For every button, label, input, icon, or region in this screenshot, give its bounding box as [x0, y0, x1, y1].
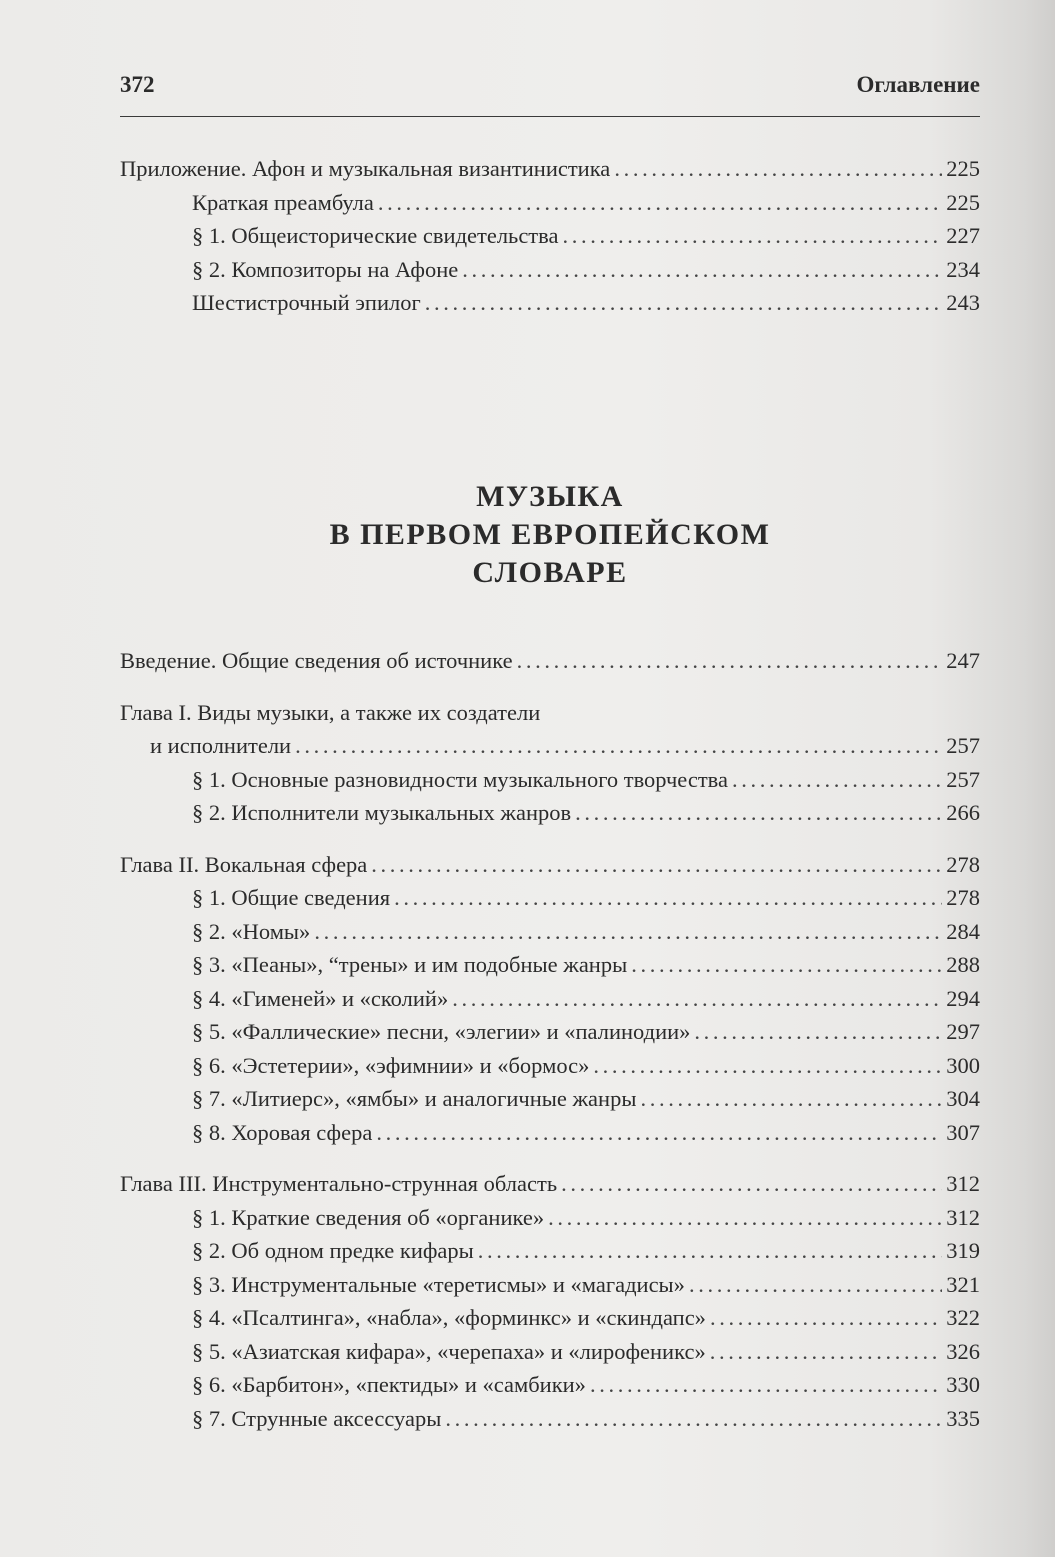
- dot-leader: [694, 1015, 942, 1049]
- page-header: [120, 72, 980, 108]
- dot-leader: [732, 763, 942, 797]
- toc-entry[interactable]: § 8. Хоровая сфера . . . 307: [120, 1116, 980, 1150]
- dot-leader: [376, 1116, 942, 1150]
- dot-leader: [517, 644, 943, 678]
- dot-leader: [378, 186, 942, 220]
- dot-leader: [710, 1335, 943, 1369]
- toc-entry[interactable]: § 4. «Псалтинга», «набла», «форминкс» и «скиндапс» . . . 322: [120, 1301, 980, 1335]
- toc-entry[interactable]: § 2. Исполнители музыкальных жанров . . . 266: [120, 796, 980, 830]
- toc-entry[interactable]: § 3. Инструментальные «теретисмы» и «магадисы» . . . 321: [120, 1268, 980, 1302]
- dot-leader: [394, 881, 942, 915]
- toc-entry[interactable]: § 3. «Пеаны», “трены» и им подобные жанры . . . 288: [120, 948, 980, 982]
- toc-entry[interactable]: § 5. «Фаллические» песни, «элегии» и «палинодии» . . . 297: [120, 1015, 980, 1049]
- toc-entry[interactable]: § 2. Композиторы на Афоне . . . 234: [120, 253, 980, 287]
- appendix-toc: [120, 152, 980, 320]
- toc-entry[interactable]: § 1. Общие сведения . . . 278: [120, 881, 980, 915]
- dot-leader: [593, 1049, 942, 1083]
- toc-entry[interactable]: § 2. «Номы» . . . 284: [120, 915, 980, 949]
- toc-entry[interactable]: § 7. «Литиерс», «ямбы» и аналогичные жанры . . . 304: [120, 1082, 980, 1116]
- toc-entry[interactable]: § 1. Основные разновидности музыкального творчества . . . 257: [120, 763, 980, 797]
- main-toc: [120, 644, 980, 1435]
- header-rule: [120, 116, 980, 117]
- toc-entry[interactable]: Краткая преамбула . . . 225: [120, 186, 980, 220]
- toc-entry[interactable]: § 1. Общеисторические свидетельства . . . 227: [120, 219, 980, 253]
- toc-entry[interactable]: § 5. «Азиатская кифара», «черепаха» и «лирофеникс» . . . 326: [120, 1335, 980, 1369]
- toc-entry-intro[interactable]: Введение. Общие сведения об источнике . . . 247: [120, 644, 980, 678]
- dot-leader: [548, 1201, 942, 1235]
- running-title: Оглавление: [856, 72, 980, 97]
- dot-leader: [614, 152, 942, 186]
- dot-leader: [689, 1268, 942, 1302]
- dot-leader: [445, 1402, 942, 1436]
- toc-entry[interactable]: § 2. Об одном предке кифары . . . 319: [120, 1234, 980, 1268]
- toc-entry-chapter[interactable]: Глава II. Вокальная сфера . . . 278: [120, 848, 980, 882]
- toc-entry[interactable]: § 7. Струнные аксессуары . . . 335: [120, 1402, 980, 1436]
- dot-leader: [371, 848, 942, 882]
- dot-leader: [561, 1167, 942, 1201]
- dot-leader: [710, 1301, 942, 1335]
- dot-leader: [640, 1082, 942, 1116]
- dot-leader: [425, 286, 943, 320]
- toc-entry[interactable]: § 1. Краткие сведения об «органике» . . . 312: [120, 1201, 980, 1235]
- dot-leader: [452, 982, 942, 1016]
- dot-leader: [590, 1368, 942, 1402]
- toc-entry[interactable]: § 4. «Гименей» и «сколий» . . . 294: [120, 982, 980, 1016]
- page-number: 372: [120, 72, 155, 97]
- dot-leader: [631, 948, 942, 982]
- toc-entry-chapter[interactable]: Глава III. Инструментально-струнная область . . . 312: [120, 1167, 980, 1201]
- chapter-title[interactable]: Глава I. Виды музыки, а также их создатели: [120, 699, 541, 725]
- section-heading: МУЗЫКА В ПЕРВОМ ЕВРОПЕЙСКОМ СЛОВАРЕ: [329, 480, 771, 589]
- toc-entry-chapter[interactable]: и исполнители . . . 257: [120, 729, 980, 763]
- toc-entry[interactable]: Приложение. Афон и музыкальная византинистика . . . 225: [120, 152, 980, 186]
- dot-leader: [295, 729, 942, 763]
- toc-entry[interactable]: § 6. «Барбитон», «пектиды» и «самбики» . . . 330: [120, 1368, 980, 1402]
- dot-leader: [575, 796, 942, 830]
- toc-entry[interactable]: Шестистрочный эпилог . . . 243: [120, 286, 980, 320]
- dot-leader: [478, 1234, 942, 1268]
- toc-entry[interactable]: § 6. «Эстетерии», «эфимнии» и «бормос» . . . 300: [120, 1049, 980, 1083]
- dot-leader: [562, 219, 942, 253]
- dot-leader: [462, 253, 942, 287]
- dot-leader: [314, 915, 942, 949]
